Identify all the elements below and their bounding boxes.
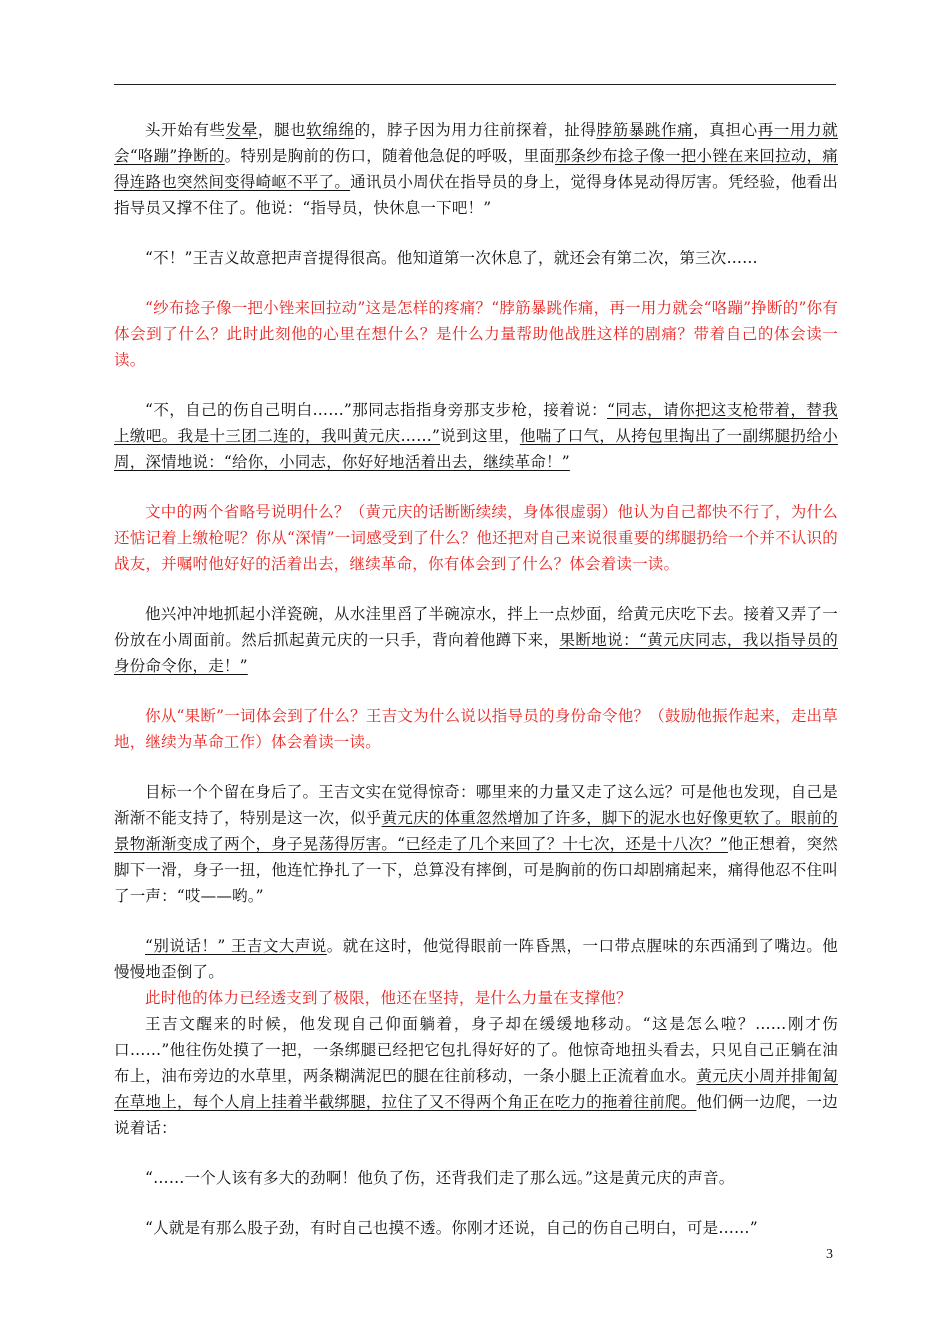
question-3	[114, 703, 838, 755]
underlined-phrase: 那条纱布捻子像一把小锉在来回拉动，痛得连路也突然间变得崎岖不平了。	[114, 147, 838, 191]
text-segment: 通讯员小周伏在指导员的身上，觉得身体晃动得厉害。凭经验，他看出指导员又撑不住了。他说：“指导员，快休息一下吧！”	[114, 173, 838, 217]
paragraph-1	[114, 117, 838, 221]
question-4	[114, 985, 838, 1011]
text-segment: 他们俩一边爬，一边说着话：	[114, 1093, 838, 1137]
underlined-phrase: 发晕	[225, 121, 258, 139]
text-segment: 说到这里，	[440, 427, 520, 445]
text-segment: 。特别是胸前的伤口，随着他急促的呼吸，里面	[224, 147, 555, 165]
text-segment: “纱布捻子像一把小锉来回拉动”这是怎样的疼痛？“脖筋暴跳作痛，再一用力就会“咯蹦”挣断的”你有体会到了什么？此时此刻他的心里在想什么？是什么力量帮助他战胜这样的剧痛？带着自己的体会读一读。	[114, 299, 838, 369]
text-segment: 。就在这时，他觉得眼前一阵昏黑，一口带点腥味的东西涌到了嘴边。他慢慢地歪倒了。	[114, 937, 838, 981]
text-segment: ，腿也	[257, 121, 307, 139]
text-segment: 他正想着，突然脚下一滑，身子一扭，他连忙挣扎了一下，总算没有摔倒，可是胸前的伤口却剧痛起来，痛得他忍不住叫了一声：“哎——哟。”	[114, 835, 838, 905]
header-rule	[114, 84, 836, 85]
text-segment: 文中的两个省略号说明什么？（黄元庆的话断断续续，身体很虚弱）他认为自己都快不行了，为什么还惦记着上缴枪呢？你从“深情”一词感受到了什么？他还把对自己来说很重要的绑腿扔给一个并不认识的战友，并嘱咐他好好的活着出去，继续革命，你有体会到了什么？体会着读一读。	[114, 503, 838, 573]
text-segment: “不！”王吉义故意把声音提得很高。他知道第一次休息了，就还会有第二次，第三次……	[145, 249, 758, 267]
text-segment: 你从“果断”一词体会到了什么？王吉文为什么说以指导员的身份命令他？（鼓励他振作起来，走出草地，继续为革命工作）体会着读一读。	[114, 707, 838, 751]
text-segment: 头开始有些	[145, 121, 226, 139]
paragraph-3	[114, 397, 838, 475]
text-segment: 王吉文醒来的时候，他发现自己仰面躺着，身子却在缓缓地移动。“这是怎么啦？……刚才伤口……”他往伤处摸了一把，一条绑腿已经把它包扎得好好的了。他惊奇地扭头看去，只见自己正躺在油布上，油布旁边的水草里，两条糊满泥巴的腿在往前移动，一条小腿上正流着血水。	[114, 1015, 838, 1085]
underlined-phrase: 果断地说：“黄元庆同志，我以指导员的身份命令你，走！”	[114, 631, 838, 675]
question-2	[114, 499, 838, 577]
text-segment: 他兴冲冲地抓起小洋瓷碗，从水洼里舀了半碗凉水，拌上一点炒面，给黄元庆吃下去。接着又弄了一份放在小周面前。然后抓起黄元庆的一只手，背向着他蹲下来，	[114, 605, 838, 649]
text-segment: 此时他的体力已经透支到了极限，他还在坚持，是什么力量在支撑他？	[145, 989, 632, 1007]
underlined-phrase: “别说话！” 王吉文大声说	[145, 937, 327, 955]
paragraph-5	[114, 779, 838, 909]
text-segment: 目标一个个留在身后了。王吉文实在觉得惊奇：哪里来的力量又走了这么远？可是他也发现，自己是渐渐不能支持了，特别是这一次，似乎	[114, 783, 838, 827]
paragraph-9	[114, 1215, 838, 1241]
underlined-phrase: 黄元庆小周并排匍匐在草地上，每个人肩上挂着半截绑腿，拉住了又不得两个角正在吃力的拖着往前爬。	[114, 1067, 838, 1111]
underlined-phrase: 脖筋暴跳作痛	[596, 121, 694, 139]
text-segment: “……一个人该有多大的劲啊！他负了伤，还背我们走了那么远。”这是黄元庆的声音。	[145, 1169, 735, 1187]
text-segment: “不，自己的伤自己明白……”那同志指指身旁那支步枪，接着说：	[145, 401, 607, 419]
page-number: 3	[826, 1247, 833, 1262]
underlined-phrase: 再一用力就会“咯蹦”挣断的	[114, 121, 838, 165]
underlined-phrase: 他喘了口气，从挎包里掏出了一副绑腿扔给小周，深情地说：“给你，小同志，你好好地活着出去，继续革命！”	[114, 427, 838, 471]
text-segment: 的，脖子因为用力往前探着，扯得	[354, 121, 597, 139]
underlined-phrase: “同志，请你把这支枪带着，替我上缴吧。我是十三团二连的，我叫黄元庆……”	[114, 401, 838, 445]
paragraph-7	[114, 1011, 838, 1141]
question-1	[114, 295, 838, 373]
underlined-phrase: 软绵绵	[306, 121, 355, 139]
text-segment: “人就是有那么股子劲，有时自己也摸不透。你刚才还说，自己的伤自己明白，可是……”	[145, 1219, 758, 1237]
paragraph-4	[114, 601, 838, 679]
text-segment: ，真担心	[693, 121, 758, 139]
paragraph-2	[114, 245, 838, 271]
document-body	[114, 117, 838, 1241]
underlined-phrase: 黄元庆的体重忽然增加了许多，脚下的泥水也好像更软了。眼前的景物渐渐变成了两个，身子晃荡得厉害。“已经走了几个来回了？十七次，还是十八次？”	[114, 809, 838, 853]
paragraph-6	[114, 933, 838, 985]
paragraph-8	[114, 1165, 838, 1191]
